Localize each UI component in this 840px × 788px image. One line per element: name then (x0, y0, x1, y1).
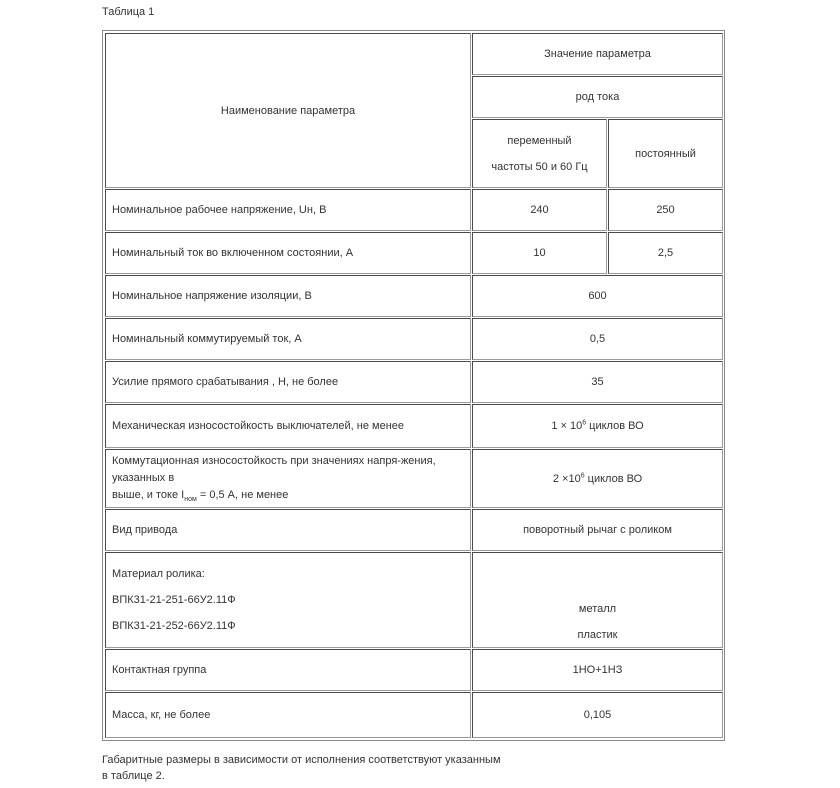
row-value: 0,5 (472, 318, 723, 360)
header-current-kind: род тока (472, 76, 723, 118)
row-value-ac: 10 (472, 232, 607, 274)
row-name: Номинальное напряжение изоляции, В (105, 275, 471, 317)
table-caption: Таблица 1 (102, 6, 155, 18)
row-name: Номинальный ток во включенном состоянии, А (105, 232, 471, 274)
row-value: 0,105 (472, 692, 723, 738)
footnote-line: в таблице 2. (102, 770, 165, 782)
row-value-ac: 240 (472, 189, 607, 231)
row-name: Номинальный коммутируемый ток, А (105, 318, 471, 360)
header-ac: переменный частоты 50 и 60 Гц (472, 119, 607, 188)
row-value: $2 \times 10^6$ циклов ВО (472, 449, 723, 508)
row-name: Вид привода (105, 509, 471, 551)
row-value: 600 (472, 275, 723, 317)
row-name: Усилие прямого срабатывания , Н, не более (105, 361, 471, 403)
header-param-value: Значение параметра (472, 33, 723, 75)
row-value: 1НО+1НЗ (472, 649, 723, 691)
row-name: Масса, кг, не более (105, 692, 471, 738)
row-value: поворотный рычаг с роликом (472, 509, 723, 551)
row-value-dc: 2,5 (608, 232, 723, 274)
row-value: $1 \times 10^6$ циклов ВО (472, 404, 723, 448)
row-value: металл пластик (472, 552, 723, 648)
header-dc: постоянный (608, 119, 723, 188)
row-name: Материал ролика: ВПК31-21-251-66У2.11Ф ВПК31-21-252-66У2.11Ф (105, 552, 471, 648)
row-name: Контактная группа (105, 649, 471, 691)
row-name: Коммутационная износостойкость при значениях напря-жения, указанных в выше, и токе $I_{ном} = 0,5$ А, не менее (105, 449, 471, 508)
row-name: Механическая износостойкость выключателей, не менее (105, 404, 471, 448)
parameters-table (102, 30, 725, 741)
header-param-name: Наименование параметра (105, 33, 471, 188)
row-name: Номинальное рабочее напряжение, Uн, В (105, 189, 471, 231)
footnote (102, 752, 501, 784)
row-value-dc: 250 (608, 189, 723, 231)
row-value: 35 (472, 361, 723, 403)
footnote-line: Габаритные размеры в зависимости от исполнения соответствуют указанным (102, 754, 501, 766)
